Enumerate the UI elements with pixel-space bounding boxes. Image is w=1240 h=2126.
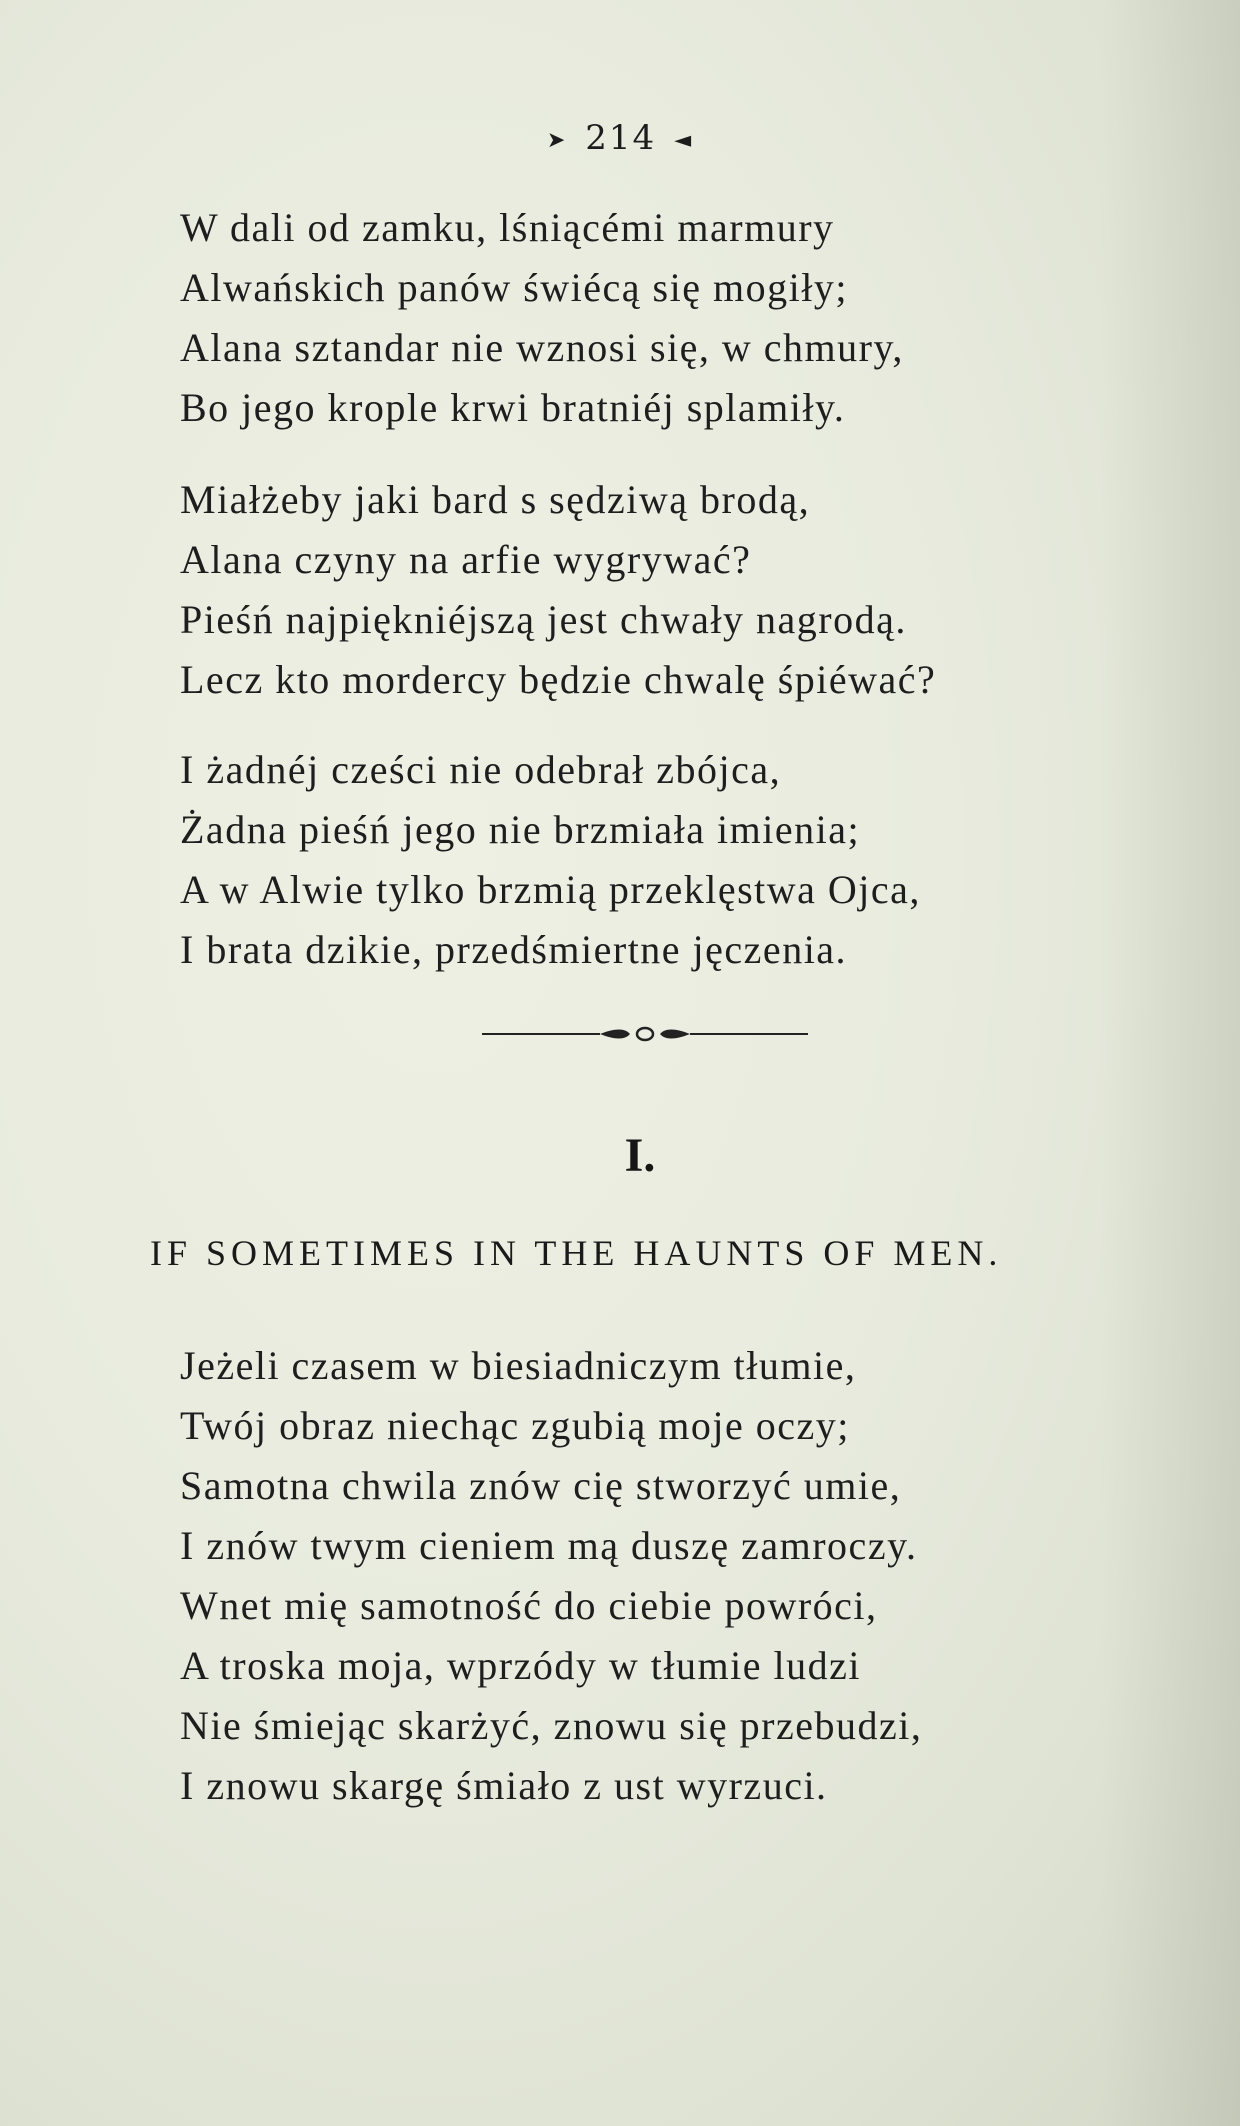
verse-line: Pieśń najpiękniéjszą jest chwały nagrodą.: [180, 597, 907, 642]
verse-line: A troska moja, wprzódy w tłumie ludzi: [180, 1643, 861, 1688]
verse-line: W dali od zamku, lśniącémi marmury: [180, 205, 835, 250]
verse-line: Nie śmiejąc skarżyć, znowu się przebudzi,: [180, 1703, 923, 1748]
show-through-shadow: [1100, 0, 1240, 2126]
section-title: IF SOMETIMES IN THE HAUNTS OF MEN.: [150, 1233, 1003, 1273]
poem-body: [180, 1336, 1080, 1816]
verse-line: Jeżeli czasem w biesiadniczym tłumie,: [180, 1343, 857, 1388]
verse-line: I brata dzikie, przedśmiertne jęczenia.: [180, 927, 848, 972]
verse-line: A w Alwie tylko brzmią przeklęstwa Ojca,: [180, 867, 921, 912]
stanza-2: [180, 470, 1080, 710]
verse-line: I żadnéj cześci nie odebrał zbójca,: [180, 747, 782, 792]
verse-line: Bo jego krople krwi bratniéj splamiły.: [180, 385, 846, 430]
left-ornament-icon: ➤: [546, 127, 568, 153]
verse-line: Alwańskich panów świécą się mogiły;: [180, 265, 848, 310]
verse-line: Samotna chwila znów cię stworzyć umie,: [180, 1463, 902, 1508]
right-ornament-icon: ◄: [674, 127, 694, 153]
verse-line: I znów twym cieniem mą duszę zamroczy.: [180, 1523, 918, 1568]
verse-line: Żadna pieśń jego nie brzmiała imienia;: [180, 807, 861, 852]
verse-line: I znowu skargę śmiało z ust wyrzuci.: [180, 1763, 828, 1808]
verse-line: Alana sztandar nie wznosi się, w chmury,: [180, 325, 904, 370]
ornamental-divider-icon: [480, 1026, 810, 1042]
verse-line: Miałżeby jaki bard s sędziwą brodą,: [180, 477, 811, 522]
verse-line: Lecz kto mordercy będzie chwalę śpiéwać?: [180, 657, 937, 702]
page-number-text: 214: [585, 118, 657, 158]
stanza-1: [180, 198, 1080, 438]
verse-line: Twój obraz niechąc zgubią moje oczy;: [180, 1403, 850, 1448]
verse-line: Alana czyny na arfie wygrywać?: [180, 537, 752, 582]
verse-line: Wnet mię samotność do ciebie powróci,: [180, 1583, 878, 1628]
page-number: [0, 118, 1240, 158]
stanza-3: [180, 740, 1080, 980]
section-number: I.: [624, 1129, 656, 1182]
